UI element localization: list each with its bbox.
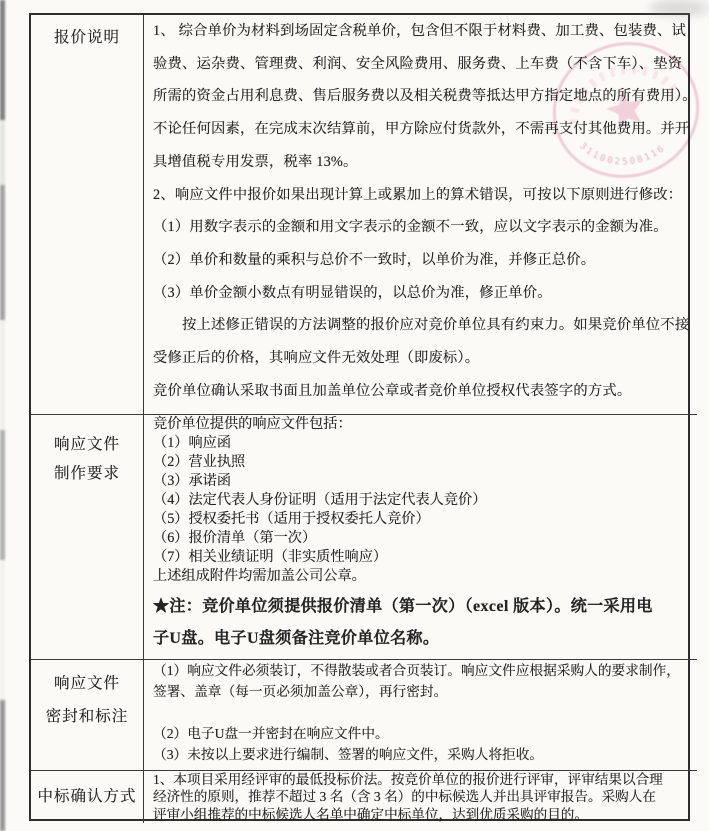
text-line: 竞价单位提供的响应文件包括： (153, 416, 352, 432)
response-doc-list (153, 415, 697, 586)
text-line: 不论任何因素，在完成末次结算前，甲方除应付货款外，不需再支付其他费用。并开 (153, 121, 690, 138)
scan-smudge (649, 0, 709, 16)
text-line: ★注：竞价单位须提供报价清单（第一次）（excel 版本）。统一采用电 (153, 598, 653, 615)
row-label-award-confirmation (31, 770, 143, 823)
text-line (153, 702, 697, 723)
text-line: （2）营业执照 (153, 454, 246, 470)
text-line: 评审小组推荐的中标候选人名单中确定中标单位，达到优质采购的目的。 (153, 806, 588, 822)
scan-edge-artifact (0, 0, 5, 831)
starred-note (153, 591, 697, 655)
text-line: （3）单价金额小数点有明显错误的，以总价为准，修正单价。 (153, 284, 552, 301)
text-line: 签署、盖章（每一页必须加盖公章），再行密封。 (153, 684, 448, 699)
text-line: （1）响应文件必须装订，不得散装或者合页装订。响应文件应根据采购人的要求制作， (153, 663, 680, 678)
row-content-response-doc-requirements (143, 414, 697, 659)
row-content-award-confirmation (143, 770, 697, 823)
text-line: 具增值税专用发票，税率 13%。 (153, 153, 358, 170)
row-label-response-doc-requirements (31, 414, 143, 659)
requirements-table (29, 13, 697, 822)
text-line: 经济性的原则，推荐不超过 3 名（含 3 名）的中标候选人并出具评审报告。采购人在 (153, 789, 656, 805)
text-line: 子U盘。电子U盘须备注竞价单位名称。 (153, 630, 440, 647)
text-line: 1、 综合单价为材料到场固定含税单价，包含但不限于材料费、加工费、包装费、试 (153, 23, 687, 39)
text-line: 按上述修正错误的方法调整的报价应对竞价单位具有约束力。如果竞价单位不接 (153, 317, 690, 334)
text-line: 2、响应文件中报价如果出现计算上或累加上的算术错误，可按以下原则进行修改： (153, 186, 683, 203)
row-label-quotation-notes (31, 15, 143, 414)
text-line: 所需的资金占用利息费、售后服务费以及相关税费等抵达甲方指定地点的所有费用）。 (153, 88, 697, 105)
text-line: （1）响应函 (153, 435, 232, 451)
text-line: 中标确认方式 (37, 788, 137, 806)
text-line: 1、本项目采用经评审的最低投标价法。按竞价单位的报价进行评审，评审结果以合理 (153, 772, 663, 787)
text-line: 验费、运杂费、管理费、利润、安全风险费用、服务费、上车费（不含下车）、垫资 (153, 55, 683, 72)
text-line: （7）相关业绩证明（非实质性响应） (153, 549, 388, 565)
row-content-sealing-marking (143, 659, 697, 770)
text-line: （3）未按以上要求进行编制、签署的响应文件，采购人将拒收。 (153, 747, 544, 762)
text-line: 上述组成附件均需加盖公司公章。 (153, 568, 366, 584)
row-content-quotation-notes (143, 15, 697, 414)
text-line: 受修正后的价格，其响应文件无效处理（即废标）。 (153, 350, 480, 367)
text-line: 竞价单位确认采取书面且加盖单位公章或者竞价单位授权代表签字的方式。 (153, 382, 632, 399)
text-line: （2）电子U盘一并密封在响应文件中。 (153, 726, 389, 741)
text-line: （5）授权委托书（适用于授权委托人竞价） (153, 511, 430, 527)
text-line: （6）报价清单（第一次） (153, 530, 317, 546)
text-line: 密封和标注 (45, 708, 129, 725)
text-line: 报价说明 (53, 29, 120, 46)
text-line: 响应文件 (53, 675, 120, 692)
text-line: （3）承诺函 (153, 473, 232, 489)
row-label-sealing-marking (31, 659, 143, 770)
text-line: （2）单价和数量的乘积与总价不一致时，以单价为准，并修正总价。 (153, 251, 596, 268)
text-line: 制作要求 (53, 465, 120, 482)
text-line: （1）用数字表示的金额和用文字表示的金额不一致，应以文字表示的金额为准。 (153, 219, 668, 236)
text-line: 响应文件 (53, 436, 120, 453)
seal-serial-text: 311002508116 (577, 141, 668, 168)
text-line: （4）法定代表人身份证明（适用于法定代表人竞价） (153, 492, 487, 508)
